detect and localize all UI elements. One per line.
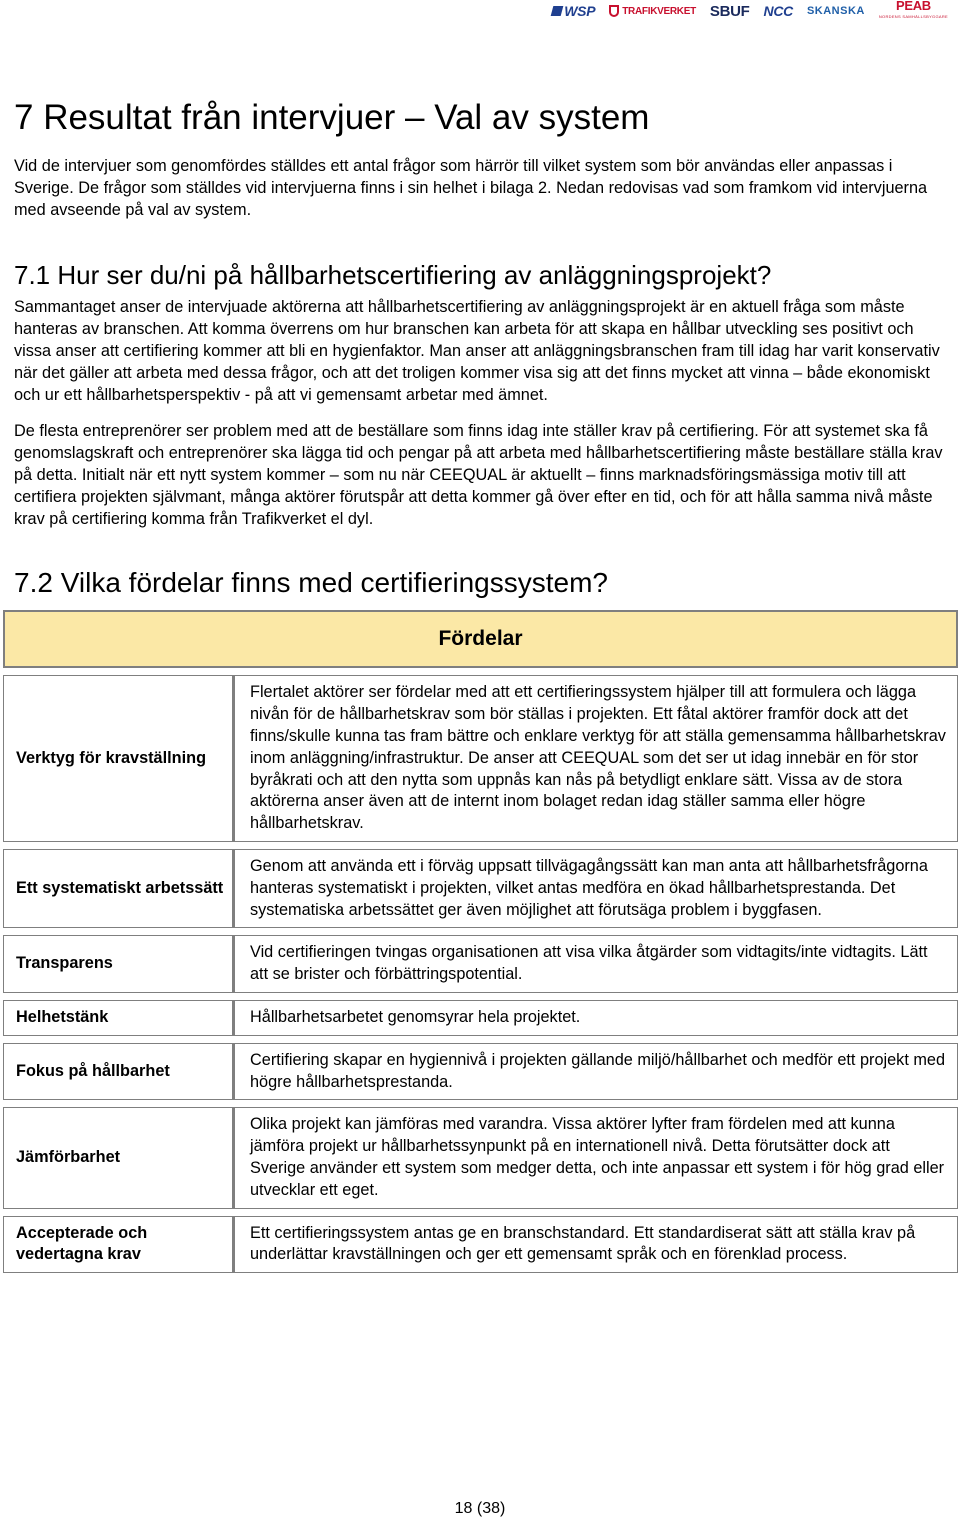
intro-paragraph: Vid de intervjuer som genomfördes ställdes ett antal frågor som härrör till vilket system som bör användas eller anpassas i Sverige. De frågor som ställdes vid intervjuerna finns i sin helhet i bilaga 2. Nedan redovisas vad som framkom vid intervjuerna med avseende på val av system. (14, 157, 928, 219)
table-row (3, 1043, 958, 1101)
row-label: Transparens (3, 935, 232, 993)
row-description: Genom att använda ett i förväg uppsatt tillvägagångssätt kan man anta att hållbarhetsfrågorna hanteras systematiskt i projekten, vilket antas medföra en ökad hållbarhetsprestanda. Det systematiska arbetssättet ger även möjlighet att förutsäga problem i byggfasen. (232, 849, 958, 928)
trafikverket-logo: TRAFIKVERKET (609, 5, 696, 17)
table-header-row (3, 610, 958, 668)
section-7-2-title: 7.2 Vilka fördelar finns med certifieringssystem? (14, 567, 608, 599)
ncc-logo: NCC (763, 3, 793, 19)
section-7-1-paragraph-1: Sammantaget anser de intervjuade aktörerna att hållbarhetscertifiering av anläggningsprojekt är en aktuell fråga som måste hanteras av branschen. Att komma överrens om hur branschen kan arbeta för att skapa en hållbar utveckling ses positivt och vissa anser att certifiering kommer att bli en hygienfaktor. Man anser att anläggningsbranschen fram till idag har varit konservativ när det gäller att arbeta med dessa frågor, och att det troligen kommer visa sig att det finns mycket att vinna – både ekonomiskt och ur ett hållbarhetsperspektiv - på att vi gemensamt arbetar med ämnet. (14, 298, 940, 404)
row-label: Helhetstänk (3, 1000, 232, 1036)
row-description: Vid certifieringen tvingas organisationen att visa vilka åtgärder som vidtagits/inte vidtagits. Lätt att se brister och förbättringspotential. (232, 935, 958, 993)
table-row (3, 935, 958, 993)
table-row (3, 1216, 958, 1274)
skanska-logo: SKANSKA (806, 5, 865, 17)
table-row (3, 849, 958, 928)
row-description: Certifiering skapar en hygiennivå i projekten gällande miljö/hållbarhet och medför ett projekt med högre hållbarhetsprestanda. (232, 1043, 958, 1101)
peab-logo: PEAB NORDENS SAMHÄLLSBYGGARE (878, 0, 948, 19)
table-header-fordelar: Fördelar (3, 610, 958, 668)
wsp-logo: WSP (552, 3, 595, 19)
row-label: Fokus på hållbarhet (3, 1043, 232, 1101)
row-label: Verktyg för kravställning (3, 675, 232, 842)
sbuf-logo: SBUF (709, 2, 750, 20)
page-content (14, 98, 946, 1280)
row-description: Hållbarhetsarbetet genomsyrar hela projektet. (232, 1000, 958, 1036)
row-description: Olika projekt kan jämföras med varandra. Vissa aktörer lyfter fram fördelen med att kunna jämföra projekt ur hållbarhetssynpunkt på en internationell nivå. Detta förutsätter dock att Sverige använder ett system som medger detta, och inte anpassar ett system i för hög grad eller utvecklar ett eget. (232, 1107, 958, 1208)
table-row (3, 675, 958, 842)
table-row (3, 1000, 958, 1036)
row-description: Ett certifieringssystem antas ge en branschstandard. Ett standardiserat sätt att ställa krav på underlättar kravställningen och ger ett gemensamt språk och en förenklad process. (232, 1216, 958, 1274)
table-row (3, 1107, 958, 1208)
page-title: 7 Resultat från intervjuer – Val av system (14, 98, 650, 137)
section-7-1-paragraph-2: De flesta entreprenörer ser problem med att de beställare som finns idag inte ställer krav på certifiering. För att systemet ska få genomslagskraft och entreprenörer ska lägga tid och pengar på att arbeta med hållbarhetscertifiering måste beställare ställa krav på detta. Initialt när ett nytt system kommer – som nu när CEEQUAL är aktuellt – finns marknadsföringsmässiga motiv till att certifiera projekten självmant, många aktörer förutspår att detta kommer gå över efter en tid, och för att hålla samma nivå måste krav på certifiering komma från Trafikverket el dyl. (14, 422, 943, 528)
row-label: Accepterade och vedertagna krav (3, 1216, 232, 1274)
row-label: Ett systematiskt arbetssätt (3, 849, 232, 928)
row-label: Jämförbarhet (3, 1107, 232, 1208)
page-number: 18 (38) (454, 1500, 506, 1517)
section-7-1-title: 7.1 Hur ser du/ni på hållbarhetscertifiering av anläggningsprojekt? (14, 260, 772, 291)
advantages-table (3, 603, 958, 1280)
wsp-mark-icon (551, 6, 564, 16)
header-logos (552, 0, 948, 22)
trafikverket-shield-icon (609, 5, 619, 17)
row-description: Flertalet aktörer ser fördelar med att ett certifieringssystem hjälper till att formulera och lägga nivån för de hållbarhetskrav som bör ställas i projekten. Ett fåtal aktörer framför dock att det finns/skulle kunna tas fram bättre och enklare verktyg för att ställa gemensamma hållbarhetskrav inom anläggning/infrastruktur. De anser att CEEQUAL som det ser ut idag innebär en för stor byråkrati och att den nytta som uppnås kan nås på betydligt enklare sätt. Vissa av de stora aktörerna anser även att de internt inom bolaget redan idag ställer samma eller högre hållbarhetskrav. (232, 675, 958, 842)
